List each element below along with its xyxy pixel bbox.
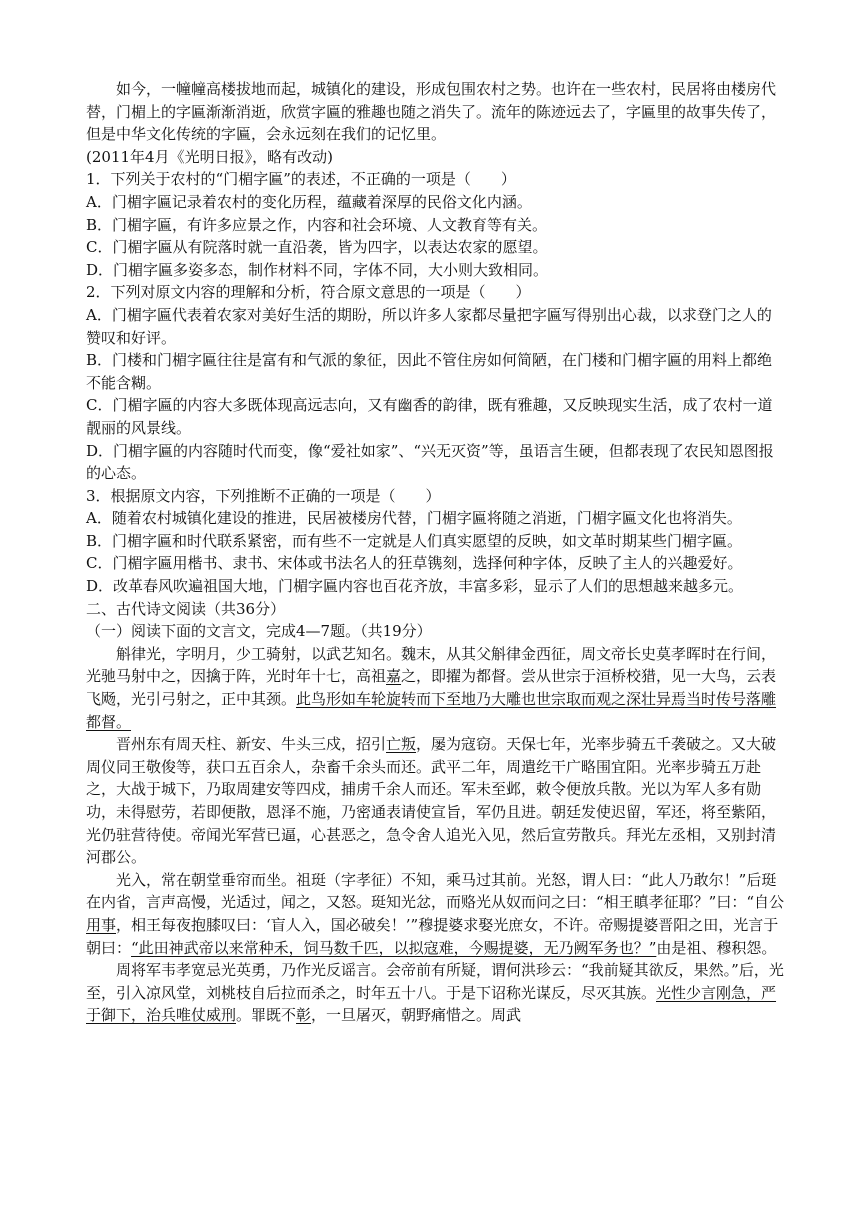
question-3-stem: 3．根据原文内容，下列推断不正确的一项是（ ） <box>86 486 441 505</box>
exam-page <box>86 78 786 1027</box>
section-2-heading: 二、古代诗文阅读（共36分） <box>86 599 286 618</box>
classical-paragraph-3 <box>86 869 786 959</box>
underlined-sentence: “此田神武帝以来常种禾，饲马数千匹，以拟寇难，今赐提婆，无乃阙军务也？” <box>131 938 657 957</box>
question-1-option-c: C．门楣字匾从有院落时就一直沿袭，皆为四字，以表达农家的愿望。 <box>86 238 548 257</box>
classical-paragraph-2 <box>86 733 786 869</box>
text-segment: ，屡为寇窃。天保七年，光率步骑五千袭破之。又大破周仪同王敬俊等，获口五百余人，杂畜千余头而还。武平二年，周遣纥干广略围宜阳。光率步骑五万赴之，大战于城下，乃取周建安等四戍，捕虏千余人而还。军未至邺，敕令便放兵散。光以为军人多有勋功，未得慰劳，若即便散，恩泽不施，乃密通表请使宣旨，军仍且进。朝廷发使迟留，军还，将至紫陌，光仍驻营待使。帝闻光军营已逼，心甚恶之，急令舍人追光入见，然后宣劳散兵。拜光左丞相，又别封清河郡公。 <box>86 735 777 867</box>
underlined-word: 彰 <box>296 1006 312 1025</box>
question-1-option-b: B．门楣字匾，有许多应景之作，内容和社会环境、人文教育等有关。 <box>86 215 548 234</box>
question-1-option-a: A．门楣字匾记录着农村的变化历程，蕴藏着深厚的民俗文化内涵。 <box>86 192 532 211</box>
underlined-word: 亡叛 <box>386 735 417 754</box>
text-segment: 。罪既不 <box>236 1006 297 1025</box>
text-segment: ，一旦屠灭，朝野痛惜之。周武 <box>311 1006 522 1025</box>
underlined-word: 嘉 <box>386 667 402 686</box>
question-2-stem: 2．下列对原文内容的理解和分析，符合原文意思的一项是（ ） <box>86 283 531 302</box>
question-2-option-d: D．门楣字匾的内容随时代而变，像“爱社如家”、“兴无灭资”等，虽语言生硬，但都表现了农民知恩图报的心态。 <box>86 441 774 483</box>
text-segment: 由是祖、穆积怨。 <box>656 938 777 957</box>
question-3-option-c: C．门楣字匾用楷书、隶书、宋体或书法名人的狂草镌刻，选择何种字体，反映了主人的兴趣爱好。 <box>86 554 743 573</box>
source-note: (2011年4月《光明日报》，略有改动) <box>86 147 333 166</box>
classical-paragraph-4 <box>86 959 786 1027</box>
text-segment: 光入，常在朝堂垂帘而坐。祖珽（字孝征）不知，乘马过其前。光怒，谓人曰：“此人乃敢尔！”后珽在内省，言声高慢，光适过，闻之，又怒。珽知光忿，而赂光从奴而问之曰：“相王瞋孝征耶？”曰：“自公 <box>86 870 785 912</box>
question-3-option-a: A．随着农村城镇化建设的推进，民居被楼房代替，门楣字匾将随之消逝，门楣字匾文化也将消失。 <box>86 509 742 528</box>
question-3-option-d: D．改革春风吹遍祖国大地，门楣字匾内容也百花齐放，丰富多彩，显示了人们的思想越来越多元。 <box>86 577 744 596</box>
question-2-option-a: A．门楣字匾代表着农家对美好生活的期盼，所以许多人家都尽量把字匾写得别出心裁，以求登门之人的赞叹和好评。 <box>86 305 772 347</box>
underlined-sentence: 光性少言刚急，严于御下，治兵唯仗威刑 <box>86 983 777 1025</box>
text-segment: 晋州东有周天柱、新安、牛头三戍，招引 <box>116 735 387 754</box>
text-segment: 斛律光，字明月，少工骑射，以武艺知名。魏末，从其父斛律金西征，周文帝长史莫孝晖时在行间，光驰马射中之，因擒于阵，光时年十七，高祖 <box>86 644 777 686</box>
underlined-word: 用事 <box>86 915 117 934</box>
text-segment: ，相王每夜抱膝叹曰：‘盲人入，国必破矣！’”穆提婆求娶光庶女，不许。帝赐提婆晋阳之田，光言于朝曰： <box>86 915 779 957</box>
question-1-stem: 1．下列关于农村的“门楣字匾”的表述，不正确的一项是（ ） <box>86 170 516 189</box>
text-segment: 之，即擢为都督。尝从世宗于洹桥校猎，见一大鸟，云表飞飏，光引弓射之，正中其颈。 <box>86 667 777 709</box>
subsection-heading: （一）阅读下面的文言文，完成4—7题。（共19分） <box>86 622 432 641</box>
question-3-option-b: B．门楣字匾和时代联系紧密，而有些不一定就是人们真实愿望的反映，如文革时期某些门楣字匾。 <box>86 531 743 550</box>
question-1-option-d: D．门楣字匾多姿多态，制作材料不同，字体不同，大小则大致相同。 <box>86 260 549 279</box>
intro-paragraph: 如今，一幢幢高楼拔地而起，城镇化的建设，形成包围农村之势。也许在一些农村，民居将由楼房代替，门楣上的字匾渐渐消逝，欣赏字匾的雅趣也随之消失了。流年的陈迹远去了，字匾里的故事失传了，但是中华文化传统的字匾，会永远刻在我们的记忆里。 <box>86 80 777 144</box>
question-2-option-c: C．门楣字匾的内容大多既体现高远志向，又有幽香的韵律，既有雅趣，又反映现实生活，成了农村一道靓丽的风景线。 <box>86 396 773 437</box>
question-2-option-b: B．门楼和门楣字匾往往是富有和气派的象征，因此不管住房如何简陋，在门楼和门楣字匾的用料上都绝不能含糊。 <box>86 351 773 392</box>
text-segment: 周将军韦孝宽忌光英勇，乃作光反谣言。会帝前有所疑，谓何洪珍云：“我前疑其欲反，果然。”后，光至，引入凉风堂，刘桃枝自后拉而杀之，时年五十八。于是下诏称光谋反，尽灭其族。 <box>86 961 784 1002</box>
classical-paragraph-1 <box>86 643 786 733</box>
underlined-sentence: 此鸟形如车轮旋转而下至地乃大雕也世宗取而观之深壮异焉当时传号落雕都督。 <box>86 690 777 731</box>
